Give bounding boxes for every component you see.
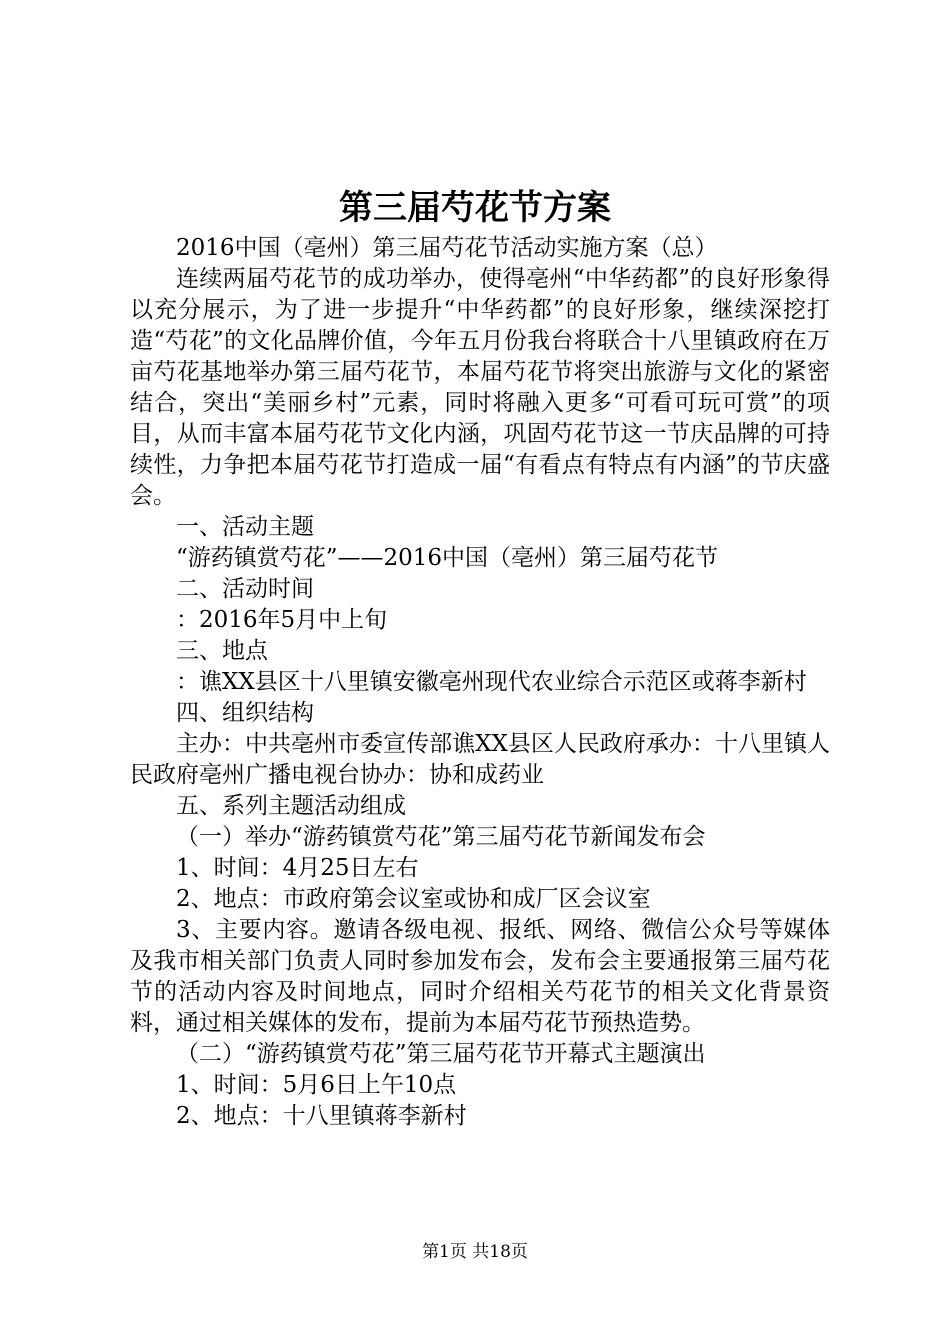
paragraph-opening-time: 1、时间：5月6日上午10点: [176, 1072, 457, 1098]
subsection-heading-opening: （二）“游药镇赏芍花”第三届芍花节开幕式主题演出: [176, 1041, 706, 1067]
subsection-heading-press: （一）举办“游药镇赏芍花”第三届芍花节新闻发布会: [176, 824, 706, 850]
paragraph-subtitle: 2016中国（亳州）第三届芍花节活动实施方案（总）: [176, 235, 718, 261]
paragraph-organization: 主办：中共亳州市委宣传部谯XX县区人民政府承办：十八里镇人民政府亳州广播电视台协办：协和成药业: [130, 731, 830, 788]
section-heading-activities: 五、系列主题活动组成: [176, 793, 406, 819]
document-body: [130, 233, 830, 1132]
section-heading-theme: 一、活动主题: [176, 514, 314, 540]
paragraph-theme: “游药镇赏芍花”——2016中国（亳州）第三届芍花节: [176, 545, 719, 571]
paragraph-time: ：2016年5月中上旬: [176, 607, 388, 633]
section-heading-organization: 四、组织结构: [176, 700, 314, 726]
document-title: 第三届芍花节方案: [339, 188, 611, 228]
paragraph-press-time: 1、时间：4月25日左右: [176, 855, 419, 881]
paragraph-location: ：谯XX县区十八里镇安徽亳州现代农业综合示范区或蒋李新村: [176, 669, 807, 695]
section-heading-time: 二、活动时间: [176, 576, 314, 602]
paragraph-opening-location: 2、地点：十八里镇蒋李新村: [176, 1103, 467, 1129]
section-heading-location: 三、地点: [176, 638, 268, 664]
paragraph-press-location: 2、地点：市政府第会议室或协和成厂区会议室: [176, 886, 651, 912]
paragraph-press-content: 3、主要内容。邀请各级电视、报纸、网络、微信公众号等媒体及我市相关部门负责人同时参加发布会，发布会主要通报第三届芍花节的活动内容及时间地点，同时介绍相关芍花节的相关文化背景资料，通过相关媒体的发布，提前为本届芍花节预热造势。: [130, 917, 830, 1036]
page-footer: 第1页 共18页: [422, 1242, 528, 1262]
paragraph-intro: 连续两届芍花节的成功举办，使得亳州“中华药都”的良好形象得以充分展示，为了进一步提升“中华药都”的良好形象，继续深挖打造“芍花”的文化品牌价值，今年五月份我台将联合十八里镇政府在万亩芍花基地举办第三届芍花节，本届芍花节将突出旅游与文化的紧密结合，突出“美丽乡村”元素，同时将融入更多“可看可玩可赏”的项目，从而丰富本届芍花节文化内涵，巩固芍花节这一节庆品牌的可持续性，力争把本届芍花节打造成一届“有看点有特点有内涵”的节庆盛会。: [130, 266, 830, 509]
